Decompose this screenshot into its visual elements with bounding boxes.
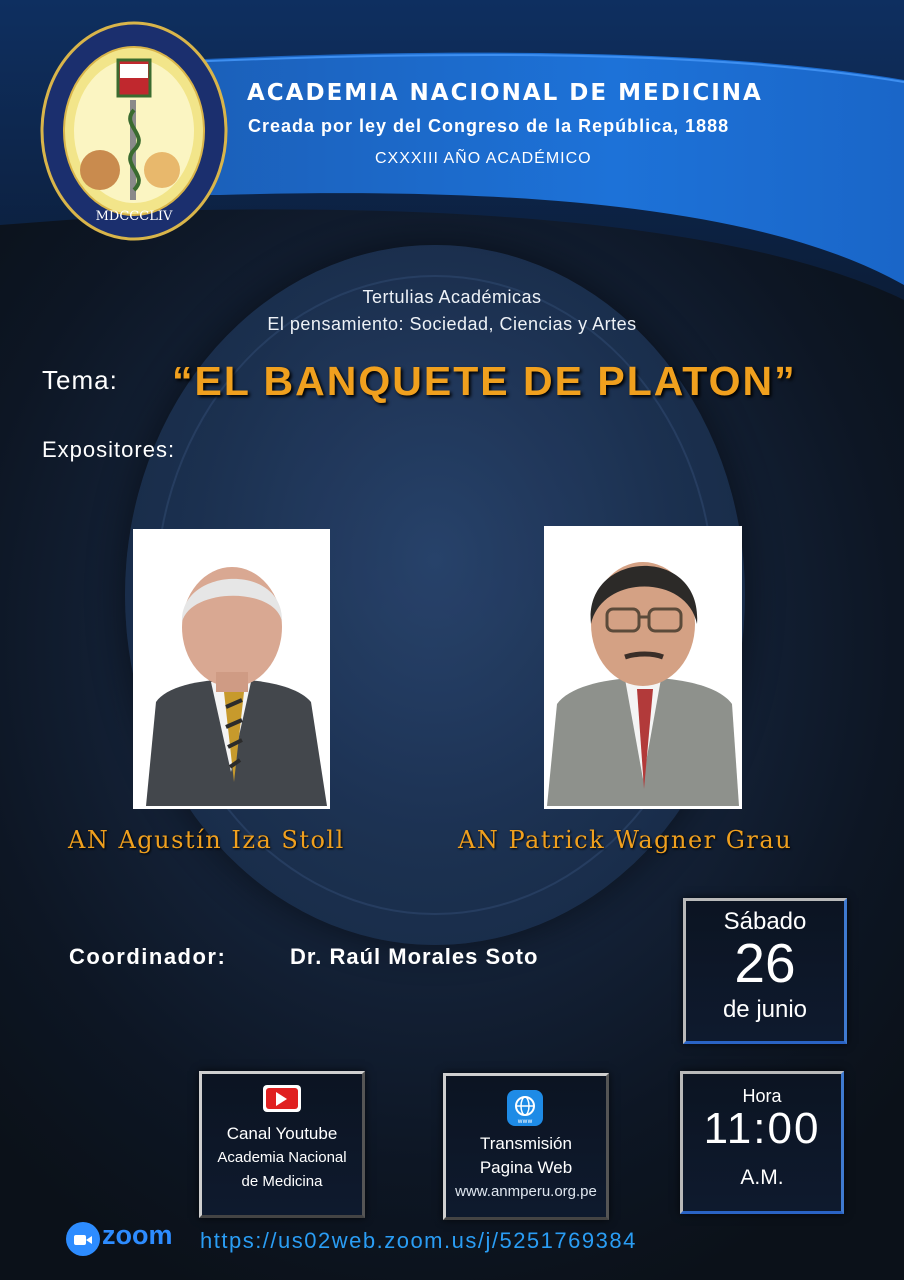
zoom-link[interactable]: https://us02web.zoom.us/j/5251769384	[200, 1228, 637, 1253]
expositores-label: Expositores:	[42, 437, 176, 462]
time-label: Hora	[742, 1086, 782, 1106]
web-line-1: Transmisión	[480, 1134, 572, 1153]
academic-year: CXXXIII AÑO ACADÉMICO	[375, 150, 592, 167]
youtube-channel-box[interactable]	[199, 1071, 365, 1218]
speaker-name-1: AN Agustín Iza Stoll	[68, 826, 345, 854]
date-weekday: Sábado	[723, 908, 807, 935]
web-transmission-box[interactable]	[443, 1073, 609, 1220]
academy-title: ACADEMIA NACIONAL DE MEDICINA	[247, 80, 763, 106]
svg-text:MDCCCLIV: MDCCCLIV	[95, 209, 173, 224]
speaker-photo-2	[544, 526, 742, 809]
date-month: de junio	[722, 996, 808, 1023]
svg-text:www: www	[517, 1118, 533, 1125]
web-url[interactable]: www.anmperu.org.pe	[455, 1183, 597, 1200]
globe-icon	[507, 1090, 543, 1126]
youtube-line-1: Canal Youtube	[226, 1124, 338, 1143]
youtube-icon	[263, 1085, 301, 1112]
academy-subtitle: Creada por ley del Congreso de la República, 1888	[248, 116, 730, 136]
academy-logo	[40, 20, 228, 242]
time-value: 11:00	[703, 1104, 821, 1153]
zoom-camera-icon	[66, 1222, 100, 1256]
speaker-photo-1	[133, 529, 330, 809]
coordinator-label: Coordinador:	[69, 944, 227, 969]
tema-title: “EL BANQUETE DE PLATON”	[172, 358, 797, 404]
speaker-name-2: AN Patrick Wagner Grau	[458, 826, 793, 854]
date-day: 26	[734, 932, 796, 994]
date-box	[683, 898, 847, 1044]
tema-label: Tema:	[42, 365, 118, 395]
zoom-logo	[66, 1220, 176, 1256]
web-line-2: Pagina Web	[479, 1158, 573, 1177]
time-box	[680, 1071, 844, 1214]
youtube-line-3: de Medicina	[241, 1173, 323, 1190]
event-theme-line: El pensamiento: Sociedad, Ciencias y Artes	[267, 314, 637, 334]
coordinator-name: Dr. Raúl Morales Soto	[290, 944, 539, 969]
youtube-line-2: Academia Nacional	[217, 1149, 347, 1166]
time-period: A.M.	[740, 1166, 784, 1189]
zoom-logo-text: zoom	[102, 1220, 173, 1250]
event-series: Tertulias Académicas	[362, 287, 542, 307]
